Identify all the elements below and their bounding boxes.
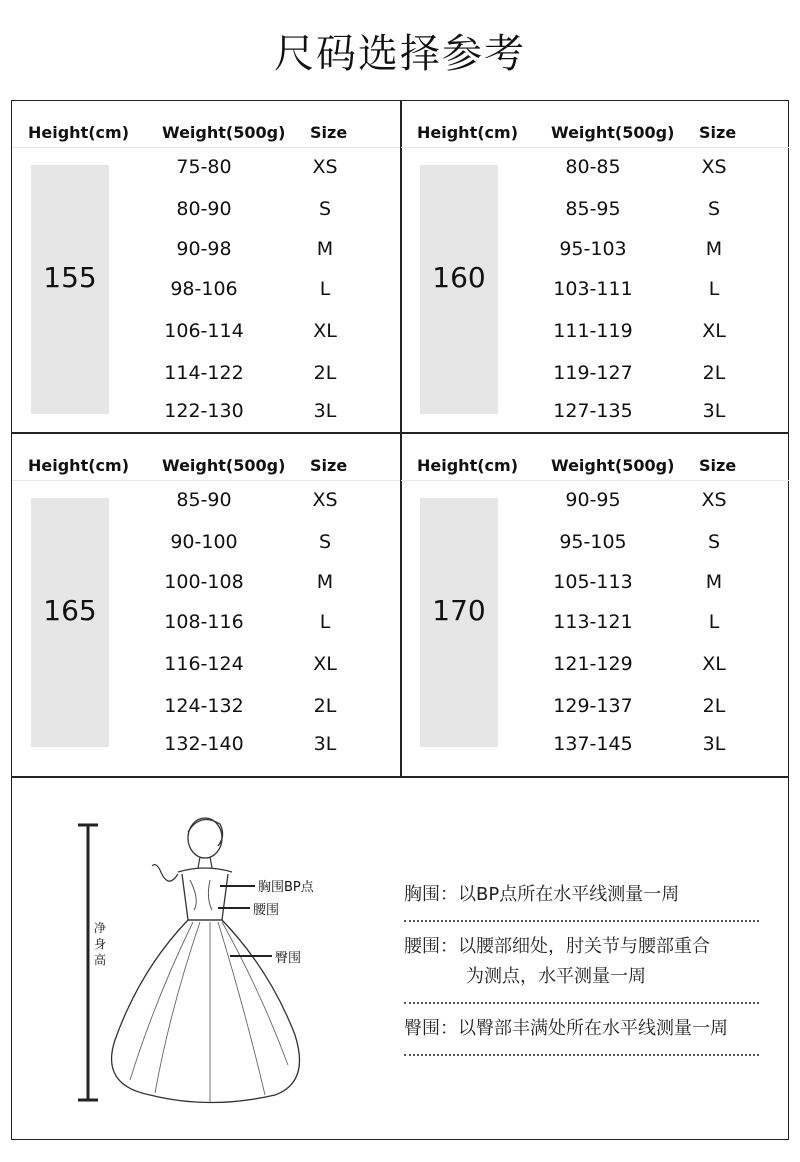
weight-range: 85-95 xyxy=(565,198,621,220)
weight-range: 85-90 xyxy=(176,489,232,511)
size-label: XS xyxy=(701,489,727,511)
size-row xyxy=(401,531,789,561)
size-row xyxy=(12,156,400,186)
size-row xyxy=(401,653,789,683)
size-label: M xyxy=(316,238,334,260)
size-label: 2L xyxy=(313,362,337,384)
size-row xyxy=(12,571,400,601)
header-size: Size xyxy=(310,456,348,475)
weight-range: 75-80 xyxy=(176,156,232,178)
size-row xyxy=(401,695,789,725)
weight-range: 127-135 xyxy=(553,400,633,422)
size-row xyxy=(401,238,789,268)
header-size: Size xyxy=(310,123,348,142)
header-size: Size xyxy=(699,123,737,142)
weight-range: 105-113 xyxy=(553,571,633,593)
weight-range: 90-95 xyxy=(565,489,621,511)
note-bust xyxy=(404,880,774,922)
header-weight: Weight(500g) xyxy=(162,456,286,475)
size-label: XS xyxy=(701,156,727,178)
weight-range: 122-130 xyxy=(164,400,244,422)
height-value: 160 xyxy=(432,261,486,294)
size-label: 3L xyxy=(313,400,337,422)
weight-range: 113-121 xyxy=(553,611,633,633)
size-label: L xyxy=(708,278,720,300)
header-height: Height(cm) xyxy=(417,123,518,142)
header-weight: Weight(500g) xyxy=(551,123,675,142)
size-row xyxy=(401,400,789,430)
size-label: S xyxy=(707,198,721,220)
size-label: XS xyxy=(312,489,338,511)
weight-range: 98-106 xyxy=(170,278,238,300)
note-waist-text: 腰围：以腰部细处，肘关节与腰部重合 xyxy=(404,936,710,957)
size-label: 3L xyxy=(702,733,726,755)
weight-range: 114-122 xyxy=(164,362,244,384)
header-weight: Weight(500g) xyxy=(551,456,675,475)
size-row xyxy=(12,278,400,308)
size-row xyxy=(401,278,789,308)
weight-range: 80-90 xyxy=(176,198,232,220)
label-hip: 臀围 xyxy=(275,951,302,966)
size-label: L xyxy=(319,611,331,633)
size-label: M xyxy=(705,238,723,260)
size-label: S xyxy=(318,198,332,220)
size-label: S xyxy=(707,531,721,553)
size-row xyxy=(12,695,400,725)
header-rule xyxy=(401,480,789,481)
size-row xyxy=(401,320,789,350)
size-row xyxy=(12,320,400,350)
header-weight: Weight(500g) xyxy=(162,123,286,142)
note-hip-text: 臀围：以臀部丰满处所在水平线测量一周 xyxy=(404,1018,728,1039)
page-title: 尺码选择参考 xyxy=(274,31,526,77)
weight-range: 103-111 xyxy=(553,278,633,300)
note-waist xyxy=(404,932,774,1004)
dotted-divider xyxy=(404,996,759,1004)
size-label: L xyxy=(319,278,331,300)
header-height: Height(cm) xyxy=(417,456,518,475)
weight-range: 124-132 xyxy=(164,695,244,717)
size-label: 3L xyxy=(313,733,337,755)
weight-range: 106-114 xyxy=(164,320,244,342)
dotted-divider xyxy=(404,1048,759,1056)
height-value: 155 xyxy=(43,261,97,294)
size-row xyxy=(401,156,789,186)
weight-range: 111-119 xyxy=(553,320,633,342)
size-panel xyxy=(12,101,400,434)
size-label: XL xyxy=(702,320,726,342)
weight-range: 119-127 xyxy=(553,362,633,384)
header-size: Size xyxy=(699,456,737,475)
weight-range: 95-103 xyxy=(559,238,627,260)
size-label: 2L xyxy=(313,695,337,717)
note-waist-text-cont: 为测点，水平测量一周 xyxy=(466,966,646,987)
weight-range: 95-105 xyxy=(559,531,627,553)
weight-range: 137-145 xyxy=(553,733,633,755)
size-panel xyxy=(401,434,789,767)
size-row xyxy=(401,611,789,641)
size-label: M xyxy=(705,571,723,593)
weight-range: 121-129 xyxy=(553,653,633,675)
weight-range: 132-140 xyxy=(164,733,244,755)
size-row xyxy=(401,489,789,519)
measurement-notes xyxy=(404,880,774,1066)
header-height: Height(cm) xyxy=(28,456,129,475)
weight-range: 90-98 xyxy=(176,238,232,260)
size-label: 2L xyxy=(702,695,726,717)
weight-range: 80-85 xyxy=(565,156,621,178)
height-value: 165 xyxy=(43,594,97,627)
size-label: XL xyxy=(313,320,337,342)
size-row xyxy=(401,198,789,228)
size-row xyxy=(12,611,400,641)
size-label: XL xyxy=(702,653,726,675)
size-panel xyxy=(401,101,789,434)
label-bust: 胸围BP点 xyxy=(258,880,314,895)
label-net-height: 净身高 xyxy=(94,921,107,967)
size-panel xyxy=(12,434,400,767)
header-rule xyxy=(12,480,400,481)
dotted-divider xyxy=(404,914,759,922)
weight-range: 129-137 xyxy=(553,695,633,717)
size-label: XS xyxy=(312,156,338,178)
height-value: 170 xyxy=(432,594,486,627)
header-rule xyxy=(12,147,400,148)
note-bust-text: 胸围：以BP点所在水平线测量一周 xyxy=(404,884,680,905)
size-row xyxy=(401,571,789,601)
note-hip xyxy=(404,1014,774,1056)
size-row xyxy=(12,531,400,561)
weight-range: 100-108 xyxy=(164,571,244,593)
size-row xyxy=(12,198,400,228)
size-label: M xyxy=(316,571,334,593)
size-label: XL xyxy=(313,653,337,675)
size-row xyxy=(12,238,400,268)
size-label: S xyxy=(318,531,332,553)
size-row xyxy=(12,733,400,763)
size-row xyxy=(12,400,400,430)
size-label: L xyxy=(708,611,720,633)
size-row xyxy=(12,362,400,392)
size-row xyxy=(12,653,400,683)
size-label: 3L xyxy=(702,400,726,422)
size-row xyxy=(12,489,400,519)
size-row xyxy=(401,362,789,392)
label-waist: 腰围 xyxy=(253,903,280,918)
weight-range: 108-116 xyxy=(164,611,244,633)
weight-range: 90-100 xyxy=(170,531,238,553)
size-row xyxy=(401,733,789,763)
weight-range: 116-124 xyxy=(164,653,244,675)
header-rule xyxy=(401,147,789,148)
size-label: 2L xyxy=(702,362,726,384)
dress-figure xyxy=(60,810,360,1110)
header-height: Height(cm) xyxy=(28,123,129,142)
